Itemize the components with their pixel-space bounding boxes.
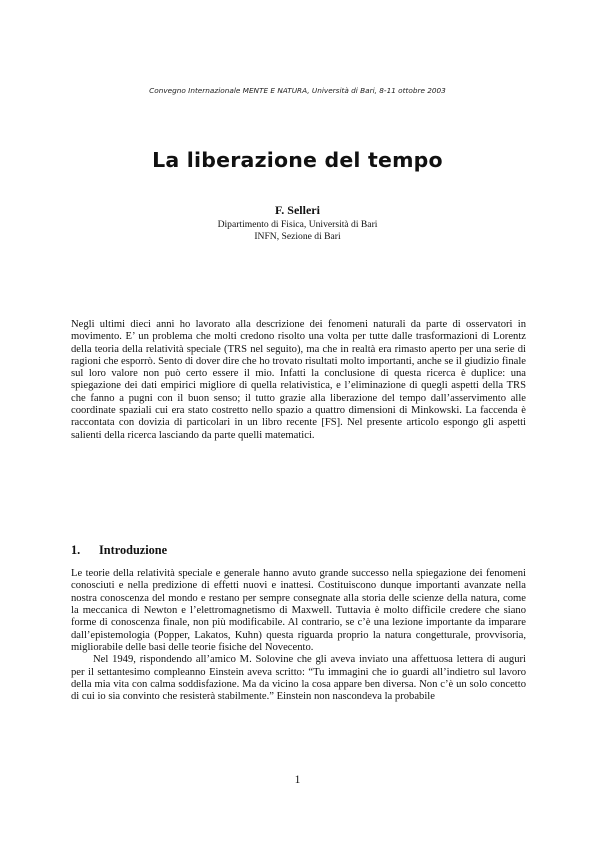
author-affiliation-2: INFN, Sezione di Bari <box>254 231 341 242</box>
page-number: 1 <box>294 774 301 786</box>
author-name: F. Selleri <box>275 203 320 217</box>
abstract <box>71 319 526 442</box>
abstract-text: Negli ultimi dieci anni ho lavorato alla descrizione dei fenomeni naturali da parte di osservatori in movimento. E’ un problema che molti credono risolto una volta per tutte dalle trasformazioni di Lorentz della teoria della relatività speciale (TRS nel seguito), ma che in realtà era rimasto aperto per una serie di ragioni che esporrò. Sento di dover dire che ho trovato risultati molto importanti, anche se il giudizio finale sul loro valore non può certo essere il mio. Infatti la conclusione di questa ricerca è duplice: una spiegazione dei dati empirici migliore di quella relativistica, e l’eliminazione di quegli aspetti della TRS che fanno a pugni con il buon senso; il tutto grazie alla liberazione del tempo dall’asservimento alle coordinate spaziali cui era stato costretto nello spazio a quattro dimensioni di Minkowski. La faccenda è raccontata con dovizia di particolari in un libro recente [FS]. Nel presente articolo espongo gli aspetti salienti della ricerca lasciando da parte quelli matematici. <box>71 319 526 441</box>
section-heading <box>71 543 526 558</box>
section-title: Introduzione <box>99 543 168 557</box>
section-body <box>71 568 526 704</box>
section-number: 1. <box>71 543 81 557</box>
author-affiliation-1: Dipartimento di Fisica, Università di Bari <box>217 219 378 230</box>
paragraph: Le teorie della relatività speciale e generale hanno avuto grande successo nella spiegazione dei fenomeni conosciuti e nella predizione di effetti nuovi e inattesi. Costituiscono dunque importanti avanzate nella nostra conoscenza del mondo e restano per sempre consegnate alla storia delle scienze della natura, come la meccanica di Newton e l’elettromagnetismo di Maxwell. Tuttavia è molto difficile credere che siano forme di conoscenza finale, non più modificabile. Al contrario, se c’è una lezione importante da imparare dall’epistemologia (Popper, Lakatos, Kuhn) questa riguarda proprio la natura congetturale, provvisoria, migliorabile delle basi delle teorie fisiche del Novecento. <box>71 568 526 654</box>
paragraph: Nel 1949, rispondendo all’amico M. Solovine che gli aveva inviato una affettuosa lettera di auguri per il settantesimo compleanno Einstein aveva scritto: “Tu immagini che io guardi all’indietro sul lavoro della mia vita con calma soddisfazione. Ma da vicino la cosa appare ben diversa. Non c’è un solo concetto di cui io sia convinto che resisterà stabilmente.” Einstein non nascondeva la probabile <box>71 654 526 703</box>
paper-title: La liberazione del tempo <box>152 148 443 172</box>
conference-header: Convegno Internazionale MENTE E NATURA, Università di Bari, 8-11 ottobre 2003 <box>149 86 446 95</box>
